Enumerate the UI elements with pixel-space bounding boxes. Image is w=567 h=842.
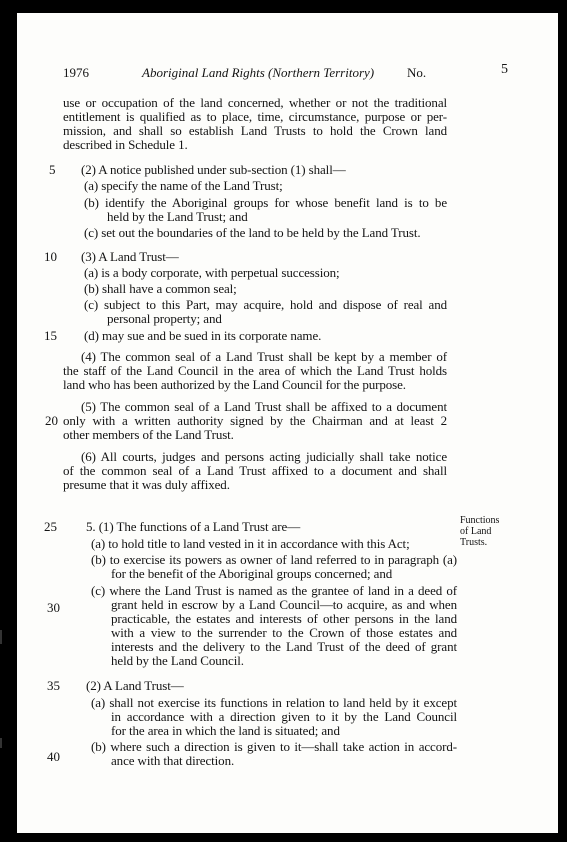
body-line: of the common seal of a Land Trust affixed to a document and shall [63,463,447,478]
body-line: in accordance with a direction given to it by the Land Council [111,709,457,724]
page-number: 5 [501,62,508,77]
header-act-number: No. [407,65,427,80]
margin-line-number: 20 [45,413,58,428]
body-line: interests and the delivery to the Land Trust of the deed of grant [111,639,457,654]
body-line: (a) specify the name of the Land Trust; [84,178,283,193]
body-line: practicable, the estates and interests of other persons in the land [111,611,457,626]
body-line: (b) identify the Aboriginal groups for whose benefit land is to be [84,195,447,210]
body-line: with a view to the surrender to the Crown of those estates and [111,625,457,640]
body-line: (4) The common seal of a Land Trust shall be kept by a member of [81,349,447,364]
body-line: (b) to exercise its powers as owner of land referred to in paragraph (a) [91,552,457,567]
body-line: only with a written authority signed by the Chairman and at least 2 [63,413,447,428]
body-line: (c) set out the boundaries of the land to be held by the Land Trust. [84,225,421,240]
body-line: 5. (1) The functions of a Land Trust are— [86,519,301,534]
margin-line-number: 25 [44,519,57,534]
body-line: entitlement is qualified as to place, time, circumstance, purpose or per- [63,109,447,124]
body-line: (d) may sue and be sued in its corporate name. [84,328,322,343]
body-line: land who has been authorized by the Land Council for the purpose. [63,377,406,392]
header-year: 1976 [63,65,89,80]
body-line: the staff of the Land Council in the area of which the Land Trust holds [63,363,447,378]
body-line: (5) The common seal of a Land Trust shall be affixed to a document [81,399,447,414]
body-line: described in Schedule 1. [63,137,188,152]
body-line: grant held in escrow by a Land Council—to acquire, as and when [111,597,457,612]
body-line: held by the Land Trust; and [107,209,248,224]
body-line: (b) shall have a common seal; [84,281,237,296]
body-line: (a) is a body corporate, with perpetual succession; [84,265,340,280]
body-line: personal property; and [107,311,222,326]
body-line: ance with that direction. [111,753,235,768]
body-line: (a) shall not exercise its functions in relation to land held by it except [91,695,457,710]
body-line: presume that it was duly affixed. [63,477,230,492]
marginal-note-line: Functions [460,515,500,526]
body-line: (b) where such a direction is given to it—shall take action in accord- [91,739,457,754]
margin-line-number: 40 [47,749,60,764]
margin-line-number: 30 [47,600,60,615]
header-act-title: Aboriginal Land Rights (Northern Territory) [142,65,375,80]
marginal-note-line: of Land [460,526,492,537]
body-line: for the benefit of the Aboriginal groups concerned; and [111,566,393,581]
margin-line-number: 35 [47,678,60,693]
body-line: mission, and shall so establish Land Trusts to hold the Crown land [63,123,447,138]
marginal-note [460,515,499,548]
body-line: held by the Land Council. [111,653,244,668]
body-line: use or occupation of the land concerned, whether or not the traditional [63,95,447,110]
scan-edge-mark [0,738,2,748]
margin-line-number: 10 [44,249,57,264]
scan-edge-mark [0,630,2,644]
body-line: (a) to hold title to land vested in it in accordance with this Act; [91,536,410,551]
body-line: (2) A notice published under sub-section (1) shall— [81,162,346,177]
body-line: (c) where the Land Trust is named as the grantee of land in a deed of [91,583,457,598]
body-line: (3) A Land Trust— [81,249,179,264]
body-line: other members of the Land Trust. [63,427,234,442]
body-line: for the area in which the land is situated; and [111,723,340,738]
body-line: (c) subject to this Part, may acquire, hold and dispose of real and [84,297,447,312]
margin-line-number: 5 [49,162,56,177]
body-line: (2) A Land Trust— [86,678,184,693]
body-line: (6) All courts, judges and persons acting judicially shall take notice [81,449,447,464]
margin-line-number: 15 [44,328,57,343]
marginal-note-line: Trusts. [460,537,488,548]
